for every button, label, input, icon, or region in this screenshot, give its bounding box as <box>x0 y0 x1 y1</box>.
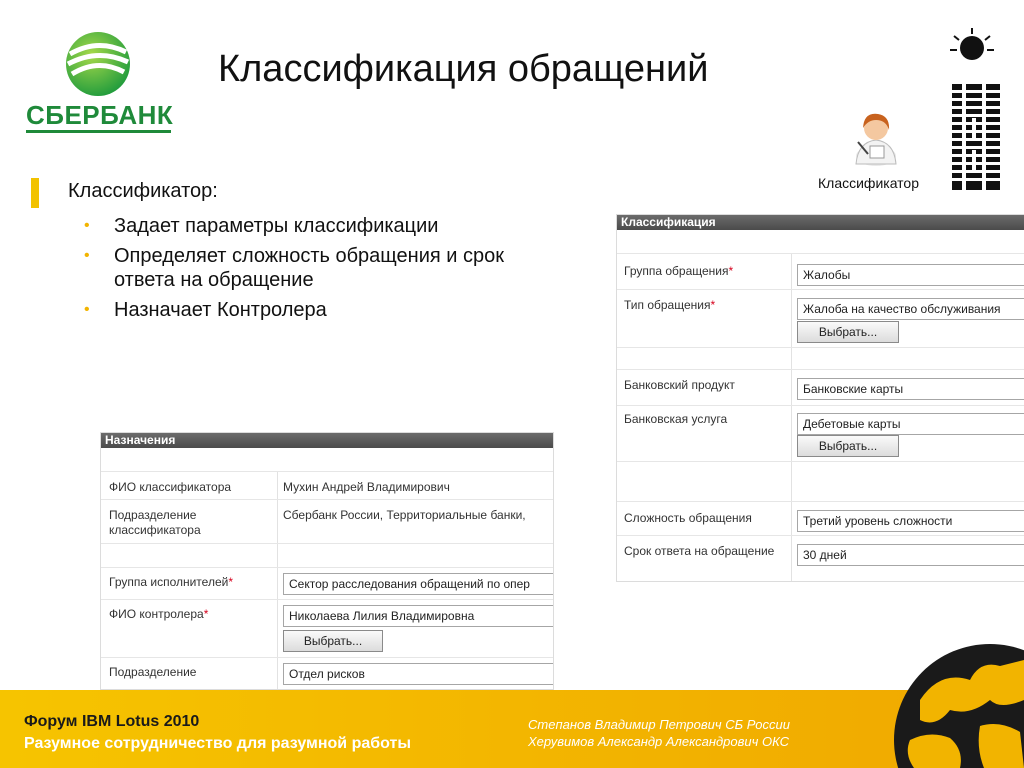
bullet-dot-icon: • <box>84 217 90 234</box>
bullet-dot-icon: • <box>84 247 90 264</box>
request-type-field[interactable]: Жалоба на качество обслуживания <box>797 298 1024 320</box>
division-field[interactable]: Отдел рисков <box>283 663 554 685</box>
request-group-select[interactable]: Жалобы <box>797 264 1024 286</box>
classifier-person-icon <box>848 108 900 166</box>
classifier-division-value: Сбербанк России, Территориальные банки, <box>283 508 526 522</box>
assignments-header: Назначения <box>101 433 553 448</box>
form-row: Группа исполнителей* Сектор расследования обращений по опер <box>101 567 553 600</box>
executor-group-select[interactable]: Сектор расследования обращений по опер <box>283 573 554 595</box>
author-line: Степанов Владимир Петрович СБ России <box>528 717 790 732</box>
form-row: Тип обращения* Жалоба на качество обслуживания Выбрать... <box>617 289 1024 348</box>
form-row: Банковский продукт Банковские карты <box>617 369 1024 406</box>
classification-header: Классификация <box>617 215 1024 230</box>
form-row: Группа обращения* Жалобы <box>617 253 1024 290</box>
bank-product-select[interactable]: Банковские карты <box>797 378 1024 400</box>
globe-icon <box>880 640 1024 768</box>
footer-tagline: Разумное сотрудничество для разумной работы <box>24 735 411 752</box>
form-row: Подразделение классификатора Сбербанк России, Территориальные банки, <box>101 499 553 544</box>
ibm-logo-icon <box>948 26 1004 194</box>
controller-name-field[interactable]: Николаева Лилия Владимировна <box>283 605 554 627</box>
form-row: Срок ответа на обращение 30 дней <box>617 535 1024 582</box>
author-line: Херувимов Александр Александрович ОКС <box>528 734 790 749</box>
heading-marker <box>31 178 39 208</box>
form-row: Банковская услуга Дебетовые карты Выбрать... <box>617 405 1024 462</box>
select-controller-button[interactable]: Выбрать... <box>283 630 383 652</box>
bank-service-field[interactable]: Дебетовые карты <box>797 413 1024 435</box>
select-request-type-button[interactable]: Выбрать... <box>797 321 899 343</box>
classifier-name-value: Мухин Андрей Владимирович <box>283 480 450 494</box>
classifier-label: Классификатор <box>818 175 920 191</box>
logo-underline <box>26 130 171 133</box>
bank-name: СБЕРБАНК <box>26 100 174 130</box>
section-heading: Классификатор: <box>68 180 218 202</box>
assignments-panel <box>100 432 554 690</box>
response-term-field[interactable]: 30 дней <box>797 544 1024 566</box>
complexity-select[interactable]: Третий уровень сложности <box>797 510 1024 532</box>
footer-forum-title: Форум IBM Lotus 2010 <box>24 713 200 730</box>
select-bank-service-button[interactable]: Выбрать... <box>797 435 899 457</box>
classification-panel <box>616 214 1024 582</box>
form-row: Сложность обращения Третий уровень сложности <box>617 501 1024 536</box>
form-row: ФИО контролера* Николаева Лилия Владимировна Выбрать... <box>101 599 553 658</box>
page-title: Классификация обращений <box>218 48 709 90</box>
form-row: Подразделение Отдел рисков <box>101 657 553 690</box>
bullet-dot-icon: • <box>84 301 90 318</box>
form-row: ФИО классификатора Мухин Андрей Владимирович <box>101 471 553 500</box>
